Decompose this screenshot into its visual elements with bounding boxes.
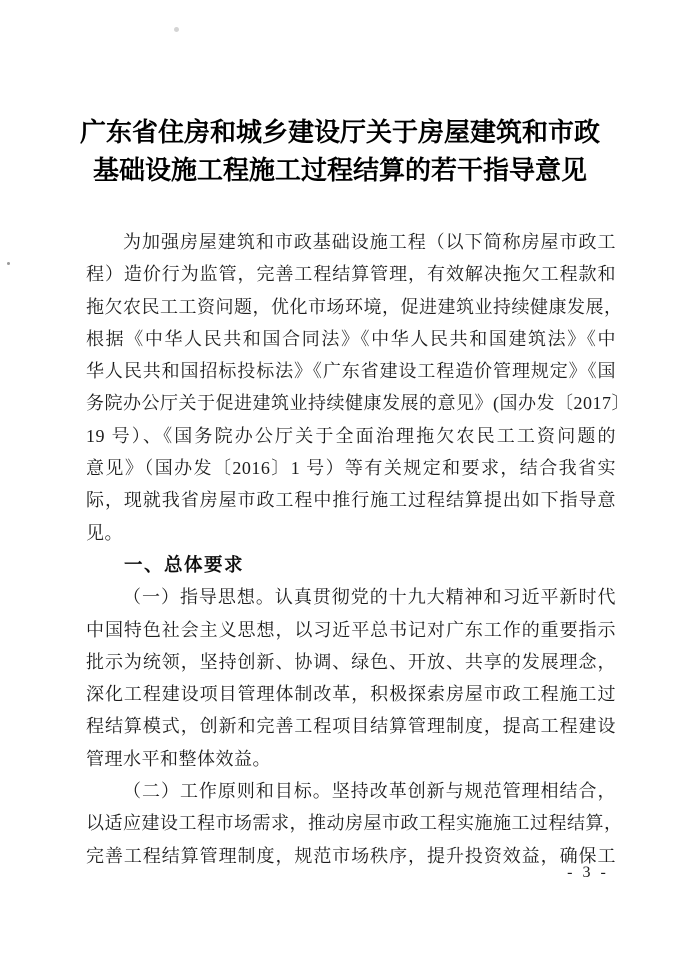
body-line: （二）工作原则和目标。坚持改革创新与规范管理相结合， (123, 781, 616, 802)
section-heading: 一、总体要求 (124, 553, 245, 575)
body-line: 管理水平和整体效益。 (86, 748, 271, 769)
body-line: 际，现就我省房屋市政工程中推行施工过程结算提出如下指导意 (86, 490, 616, 511)
body-line: 19 号）、《国务院办公厅关于全面治理拖欠农民工工资问题的 (86, 425, 616, 446)
page-number: - 3 - (567, 864, 609, 881)
body-line: （一）指导思想。认真贯彻党的十九大精神和习近平新时代 (123, 587, 616, 608)
body-line: 见。 (86, 522, 123, 543)
body-line: 深化工程建设项目管理体制改革，积极探索房屋市政工程施工过 (86, 684, 616, 705)
body-line: 意见》（国办发〔2016〕1 号）等有关规定和要求，结合我省实 (86, 458, 616, 479)
document-title-line1: 广东省住房和城乡建设厅关于房屋建筑和市政 (79, 118, 600, 147)
body-line: 中国特色社会主义思想，以习近平总书记对广东工作的重要指示 (86, 619, 616, 640)
body-line: 批示为统领，坚持创新、协调、绿色、开放、共享的发展理念， (86, 651, 616, 672)
body-line: 拖欠农民工工资问题，优化市场环境，促进建筑业持续健康发展， (86, 296, 623, 317)
body-line: 完善工程结算管理制度，规范市场秩序，提升投资效益，确保工 (86, 845, 616, 866)
body-line: 务院办公厅关于促进建筑业持续健康发展的意见》(国办发〔2017〕 (86, 393, 630, 414)
document-title-line2: 基础设施工程施工过程结算的若干指导意见 (92, 156, 587, 185)
document-body (86, 226, 630, 872)
body-line: 华人民共和国招标投标法》《广东省建设工程造价管理规定》《国 (86, 361, 616, 382)
body-line: 为加强房屋建筑和市政基础设施工程（以下简称房屋市政工 (123, 232, 616, 252)
body-line: 根据《中华人民共和国合同法》《中华人民共和国建筑法》《中 (86, 328, 616, 349)
scan-artifact-dot (174, 27, 179, 32)
body-line: 程）造价行为监管，完善工程结算管理，有效解决拖欠工程款和 (86, 264, 616, 285)
body-line: 程结算模式，创新和完善工程项目结算管理制度，提高工程建设 (86, 716, 616, 737)
document-title (0, 114, 680, 190)
scan-artifact-dot (7, 262, 10, 265)
body-line: 以适应建设工程市场需求，推动房屋市政工程实施施工过程结算， (86, 813, 623, 834)
